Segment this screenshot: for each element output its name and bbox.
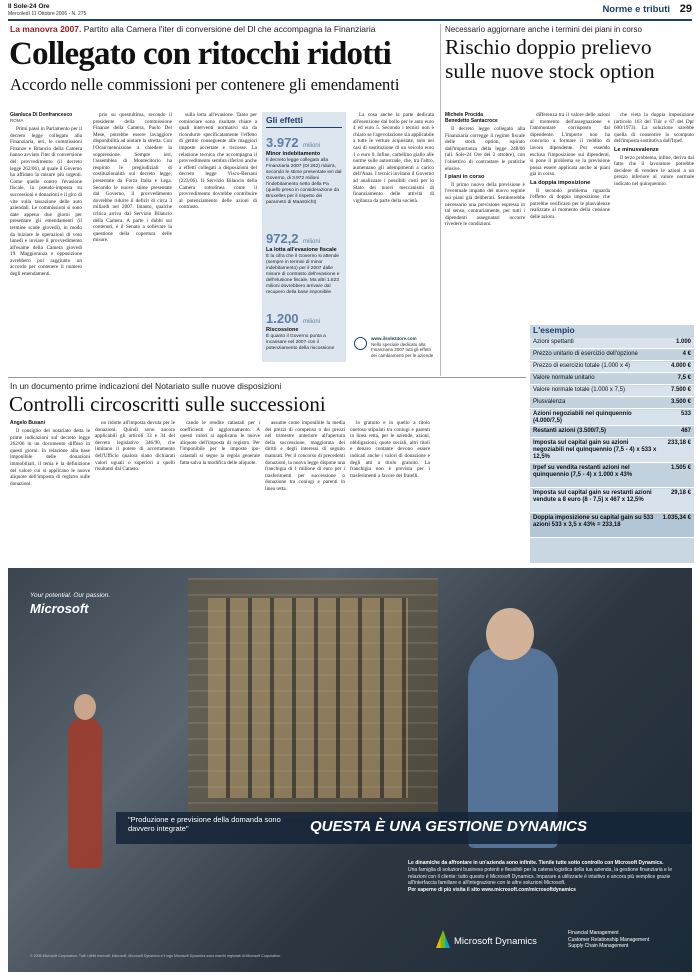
lead-kicker-bold: La manovra 2007. <box>10 24 82 34</box>
esempio-row-label: Azioni negoziabili nel quinquennio (4.000/7,5) <box>533 411 632 424</box>
esempio-row <box>530 362 694 373</box>
worker-left-head <box>74 694 96 720</box>
lead-col3-text: sulla lotta all'evasione. Tanto per cominciare sono risultate chiare a quali interventi normativi sia da ricondurre specificatamente l'effetto di gettito conseguente alle maggiori imposte accertate e riscosse. La relazione tecnica che accompagna il provvedimento sembra riferirsi anche a effetti collegati a disposizioni del decreto legge Visco-Bersani (223/06). Il Servizio Bilancio della Camera sottolinea come il provvedimento dovrebbe contribuire al potenziamento delle azioni di contrasto. <box>179 112 257 211</box>
stock-col1-text: Il decreto legge collegato alla Finanziaria corregge il regime fiscale delle stock option, ispirato dall'importanza della legge 248/06 (all. Sole-24 Ore del 2 ottobre), con l'obiettivo di contrastare le pratiche elusive. <box>445 126 525 172</box>
effects-title: Gli effetti <box>266 115 303 125</box>
microsoft-logo: Microsoft <box>30 601 89 616</box>
esempio-row-value: 467 <box>680 428 691 434</box>
lead-subhead: Accordo nelle commissioni per contenere gli emendamenti <box>10 75 400 94</box>
esempio-row-label: Restanti azioni (3.500/7,5) <box>533 428 607 434</box>
esempio-row-value: 233,18 € <box>667 440 691 446</box>
successioni-col3-text: cando le rendite catastali per i coefficienti di aggiornamento. A questi valori si applicano le nuove aliquote dell'imposta di registro. Per l'imponibile per le imposte ipo-catastali si segue la regola generale fatta salva la modifica delle aliquote. <box>180 420 260 466</box>
worker-right-head <box>486 608 534 660</box>
ad-body <box>408 860 684 893</box>
esempio-row-label: Azioni spettanti <box>533 339 574 345</box>
stock-subhead-3: Le minusvalenze <box>614 146 659 153</box>
successioni-column-2 <box>95 420 175 562</box>
lead-place: ROMA <box>10 118 24 123</box>
esempio-row <box>530 514 694 538</box>
esempio-title: L'esempio <box>533 325 575 335</box>
issue-date: Mercoledì 11 Ottobre 2006 - N. 275 <box>8 11 87 17</box>
globe-icon <box>354 337 367 350</box>
effects-figure-2 <box>266 230 344 248</box>
masthead-rule <box>8 19 692 21</box>
lead-column-3 <box>179 112 257 372</box>
stock-subhead-1: I piani in corso <box>445 174 485 181</box>
esempio-row <box>530 338 694 349</box>
effects-text-3: È quanto il Governo punta a incassare nel 2007 con il potenziamento della riscossione <box>266 334 335 351</box>
successioni-column-3 <box>180 420 260 562</box>
ad-tagline: Your potential. Our passion. <box>30 592 111 599</box>
effects-text-2: È la cifra che il Governo si attende (sempre in termini di minor indebitamento) per il 2007 dalle misure di contrasto dell'evasione e dell'elusione fiscale. Ma altri 1.523 milioni dovrebbero arrivare dal recupero della base imponibile <box>266 254 340 295</box>
stock-col1b-text: Il primo nuovo della previsione è l'eventuale impatto del nuovo regime sui piani già deliberati. Sembrerebbe necessario una previsione espressa in tal senso, contrariamente, per tutti i dipendenti assegnatari occorre rivedere le condizioni. <box>445 181 525 228</box>
lead-kicker <box>10 24 430 35</box>
esempio-row <box>530 489 694 513</box>
esempio-row <box>530 439 694 463</box>
lead-column-4 <box>353 112 434 332</box>
lead-author: Gianluca Di Donfrancesco <box>10 112 73 118</box>
esempio-row-value: 4.000 € <box>670 363 691 369</box>
effects-title-rule <box>266 127 342 128</box>
stock-col3-text: che vieta la doppia imposizione (articolo 163 del Tuir e 67 del Dpr 600/1973). La soluzione sarebbe quella di consentire lo scomputo dell'imposta sostitutiva dall'Irpef. <box>614 112 694 145</box>
successioni-col1-text: Il consiglio del notariato detta le prime indicazioni sul decreto legge 262/06 in un documento diffuso in questi giorni. In relazione alla base imponibile delle donazioni immobiliari, il tema è la definizione del valore cui si applicano le nuove aliquote dell'imposta di registro sulle donazioni. <box>10 428 90 487</box>
esempio-rows <box>530 338 694 563</box>
ad-body-text: Una famiglia di soluzioni business potenti e flessibili per la catena logistica della tua azienda, la gestione finanziaria e le relazioni con il cliente: tutto questo è Microsoft Dynamics. Impararе a utilizzarle è intuitivo e ancora più semplice grazie all'interfaccia familiare e all'integrazione con le altre soluzioni Microsoft. <box>408 867 673 886</box>
esempio-row <box>530 386 694 397</box>
esempio-row-value: 1.035,34 € <box>662 515 691 521</box>
worker-left <box>68 718 102 868</box>
ad-banner[interactable] <box>8 568 692 972</box>
stock-col2b-text: Il secondo problema riguarda l'effetto di doppia imposizione che potrebbe verificarsi per le plusvalenze realizzate al momento della cessione delle azioni. <box>530 187 610 220</box>
figure-1-value: 3.972 <box>266 135 299 150</box>
esempio-row-value: 3.500 € <box>670 399 691 405</box>
esempio-row-value: 7,5 € <box>677 375 691 381</box>
successioni-kicker: In un documento prime indicazioni del Notariato sulle nuove disposizioni <box>10 381 282 391</box>
warehouse-boxes <box>208 598 408 798</box>
web-note <box>371 336 435 358</box>
stock-kicker: Necessario aggiornare anche i termini dei piani in corso <box>445 25 642 34</box>
esempio-row-label: Irpef su vendita restanti azioni nel quinquennio (7,5 - 4) x 1.000 x 43% <box>533 465 633 478</box>
esempio-row <box>530 374 694 385</box>
feature-scm: Supply Chain Management <box>568 943 629 949</box>
stock-author-2: Benedetto Santacroce <box>445 118 498 124</box>
esempio-row-value: 1.505 € <box>670 465 691 471</box>
esempio-row-label: Prezzo unitario di esercizio dell'opzione <box>533 351 638 357</box>
esempio-row-value: 4 € <box>682 351 691 357</box>
dynamics-logo-icon <box>436 930 450 948</box>
web-url[interactable]: www.ilsole24ore.com <box>371 336 417 341</box>
ad-slogan: QUESTA È UNA GESTIONE DYNAMICS <box>310 818 587 835</box>
lead-kicker-text: Partito alla Camera l'iter di conversione del Dl che accompagna la Finanziaria <box>83 24 376 34</box>
successioni-col5-text: lo gratuito e in quello a titolo oneroso stipulati tra coniugi e parenti in linea retta, per le aziende, azioni, obbligazioni, quote sociali, altri titoli e denaro contante devono essere indicati anche i valori di donazione e degli atti a titolo gratuito. La franchigia non è prevista per i trasferimenti a favore dei fratelli. <box>350 420 430 479</box>
effects-text-1: Il decreto legge collegato alla Finanziaria 2007 (Dl 262) riduirà, secondo le stime presentate ieri dal Governo, di 3.972 milioni l'indebitamento netto della Pa (quello preso in considerazione da Bruxelles per il rispetto dei parametri di Maastricht) <box>266 158 342 205</box>
effects-box <box>262 112 346 362</box>
esempio-row-label: Valore normale totale (1.000 x 7,5) <box>533 387 625 393</box>
esempio-table <box>530 325 694 563</box>
esempio-row-label: Imposta sul capital gain su azioni negoziabili nel quinquennio (7,5 - 4) x 533 x 12,5% <box>533 440 657 460</box>
section-rule <box>8 377 526 378</box>
lead-column-1 <box>10 112 82 372</box>
esempio-row <box>530 464 694 488</box>
esempio-row-value: 1.000 <box>675 339 691 345</box>
stock-col3b-text: Il terzo problema, infine, deriva dal fatto che il lavoratore potrebbe decidere di vendere le azioni a un prezzo inferiore al valore normale indicato nel quinquennio. <box>614 154 694 187</box>
successioni-column-5 <box>350 420 430 562</box>
esempio-row-label: Doppia imposizione su capital gain su 533 azioni 533 x 3,5 x 43% = 233,18 <box>533 515 654 528</box>
feature-financial: Financial Management <box>568 930 619 936</box>
figure-2-value: 972,2 <box>266 231 299 246</box>
successioni-author: Angelo Busani <box>10 420 46 426</box>
feature-crm: Customer Relationship Management <box>568 936 650 943</box>
masthead <box>8 3 692 19</box>
effects-figure-1 <box>266 134 344 152</box>
esempio-row-label: Prezzo di esercizio totale (1.000 x 4) <box>533 363 631 369</box>
esempio-row <box>530 350 694 361</box>
esempio-row-value: 7.500 € <box>670 387 691 393</box>
paper-name: Il Sole-24 Ore <box>8 3 50 10</box>
ad-more-link[interactable]: Per saperne di più visita il sito www.microsoft.com/microsoftdynamics <box>408 887 576 894</box>
dynamics-product-name: Microsoft Dynamics <box>454 936 537 947</box>
esempio-row-value: 29,18 € <box>670 490 691 496</box>
effects-label-1: Minor indebitamento <box>266 151 321 157</box>
lead-col1-text: Primi passi in Parlamento per il decreto legge collegato alla Finanziaria, ieri, le commissioni Finanze e Bilancio della Camera hanno avviato l'iter di conversione del provvedimento (il decreto legge 262/06), al quale il Governo ha affidato la misure più urgenti. Come quelle contro l'evasione fiscale, la pseudo-imposta su successioni e donazioni e il giro di vite sulla tassazione delle auto aziendali. Le commissioni si sono date appena due giorni per presentare gli emendamenti (il termine scade giovedì), in modo da iniziare le operazioni di voto lunedì e inviare il provvedimento all'esame della Camera giovedì 19. Maggioranza e opposizione avrebbero poi raggiunto un accordo per contenere il numero degli emendamenti. <box>10 126 82 278</box>
successioni-headline: Controlli circoscritti sulle successioni <box>9 392 326 416</box>
stock-column-3 <box>614 112 694 322</box>
stock-author: Michele Procida <box>445 112 484 118</box>
lead-col4-text: La cosa anche la parte dedicata all'esenzione dal bollo per le auto euro 4 ed euro 5. Secondo i tecnici non è chiaro se l'agevolazione sia applicabile a tutte le vetture acquistate, solo nei casi di sostituzione di un veicolo euro 1 o euro 0. Infine, cartellino giallo alle norme sulle autostrade, che, tra l'altro, aumentano gli adempimenti a carico dell'Anas. I tecnici invitano il Governo ad analizzare i possibili costi per lo Stato dei nuovi meccanismi di finanziamento delle attività di vigilanza da parte della società. <box>353 112 434 204</box>
stock-column-1 <box>445 112 525 322</box>
figure-1-unit: milioni <box>303 143 321 149</box>
successioni-col2-text: no ridotte all'imposta dovuta per le donazioni. Quindi sono ancora applicabili gli articoli 33 e 34 del decreto legislativo 346/90, che limitano il potere di accertamento dell'Ufficio qualora siano dichiarati valori uguali o superiori a quelli risultanti dal Catasto. <box>95 420 175 473</box>
lead-col2-text: prio su questultima, secondo il presidente della commissione Finanze della Camera, Paolo Del Mese, potrebbe essere lavaggiore disponibilità ad aiutare la stretta. Con l'Ocan'mennizione a chiedere la soppressione. Sempre ieri, l'assemblea di Montecitorio ha respinto le pregiudiziali di costituzionalità sul decreto legge, presentate da Forza Italia e Lega. Secondo le nuove stime presentate dal Governo, il provvedimento dovrebbe ridurre il deficit di circa 3 miliardi nel 2007. Intanto, qualche critica arriva dal Servizio Bilancio della Camera. A parte i dubbi sui contenuti, è il Senato a sollevare la questione della copertura delle misure. <box>93 112 172 244</box>
stock-headline: Rischio doppio prelievo sulle nuove stock option <box>445 35 655 83</box>
ad-fineprint: © 2006 Microsoft Corporation. Tutti i diritti riservati. Microsoft, Microsoft Dynamics e il logo Microsoft Dynamics sono marchi registrati di Microsoft Corporation. <box>30 954 281 958</box>
stock-column-2 <box>530 112 610 322</box>
esempio-row-label: Imposta sul capital gain su restanti azioni vendute a 8 euro (8 - 7,5) x 467 x 12,5% <box>533 490 652 503</box>
stock-col2-text: differenza tra il valore delle azioni al momento dell'assegnazione e l'ammontare corrisposto dal dipendente. L'importo non ha concorso a formare il reddito di lavoro dipendente. Pur essendo esclusa l'imposizione sui dipendenti, si pone il problema se la previsione possa essere applicata anche ai piani già in corso. <box>530 112 610 178</box>
esempio-row <box>530 410 694 426</box>
successioni-column-1 <box>10 420 90 562</box>
esempio-row <box>530 398 694 409</box>
esempio-row-label: Valore normale unitario <box>533 375 595 381</box>
esempio-row-label: Plusvalenza <box>533 399 566 405</box>
web-note-text: Nello speciale dedicato alla Finanziaria 2007 tutti gli effetti dei cambiamenti per le aziende <box>371 341 434 358</box>
successioni-col4-text: assume come imponibile la media dei prezzi di compenso o dei prezzi nel trimestre anteriore all'apertura della successione, maggiorata dei diritti e degli interessi di seguito maturati. Per il concorso di precedenti donazioni, la nuova legge dispone una franchigia di 1 milione di euro per i trasferimenti per successione o donazione tra coniugi e parenti in linea retta. <box>265 420 345 492</box>
stock-subhead-2: La doppia imposizione <box>530 179 591 186</box>
page-number: 29 <box>679 3 692 15</box>
figure-2-unit: milioni <box>303 239 321 245</box>
ad-quote: "Produzione e previsione della domanda sono davvero integrate" <box>128 815 281 833</box>
lead-column-2 <box>93 112 172 372</box>
figure-3-value: 1.200 <box>266 311 299 326</box>
effects-label-3: Riscossione <box>266 327 299 333</box>
esempio-row-value: 533 <box>680 411 691 417</box>
section-name: Norme e tributi <box>602 4 670 15</box>
esempio-row <box>530 427 694 438</box>
ad-features <box>568 930 649 950</box>
effects-label-2: La lotta all'evasione fiscale <box>266 247 337 253</box>
effects-figure-3 <box>266 310 344 328</box>
ad-body-bold: Le dinamiche da affrontare in un'azienda sono infinite. Tienile tutte sotto controllo con Microsoft Dynamics. <box>408 860 664 866</box>
column-divider <box>440 24 441 376</box>
figure-3-unit: milioni <box>303 319 321 325</box>
successioni-column-4 <box>265 420 345 562</box>
lead-headline: Collegato con ritocchi ridotti <box>9 36 391 72</box>
